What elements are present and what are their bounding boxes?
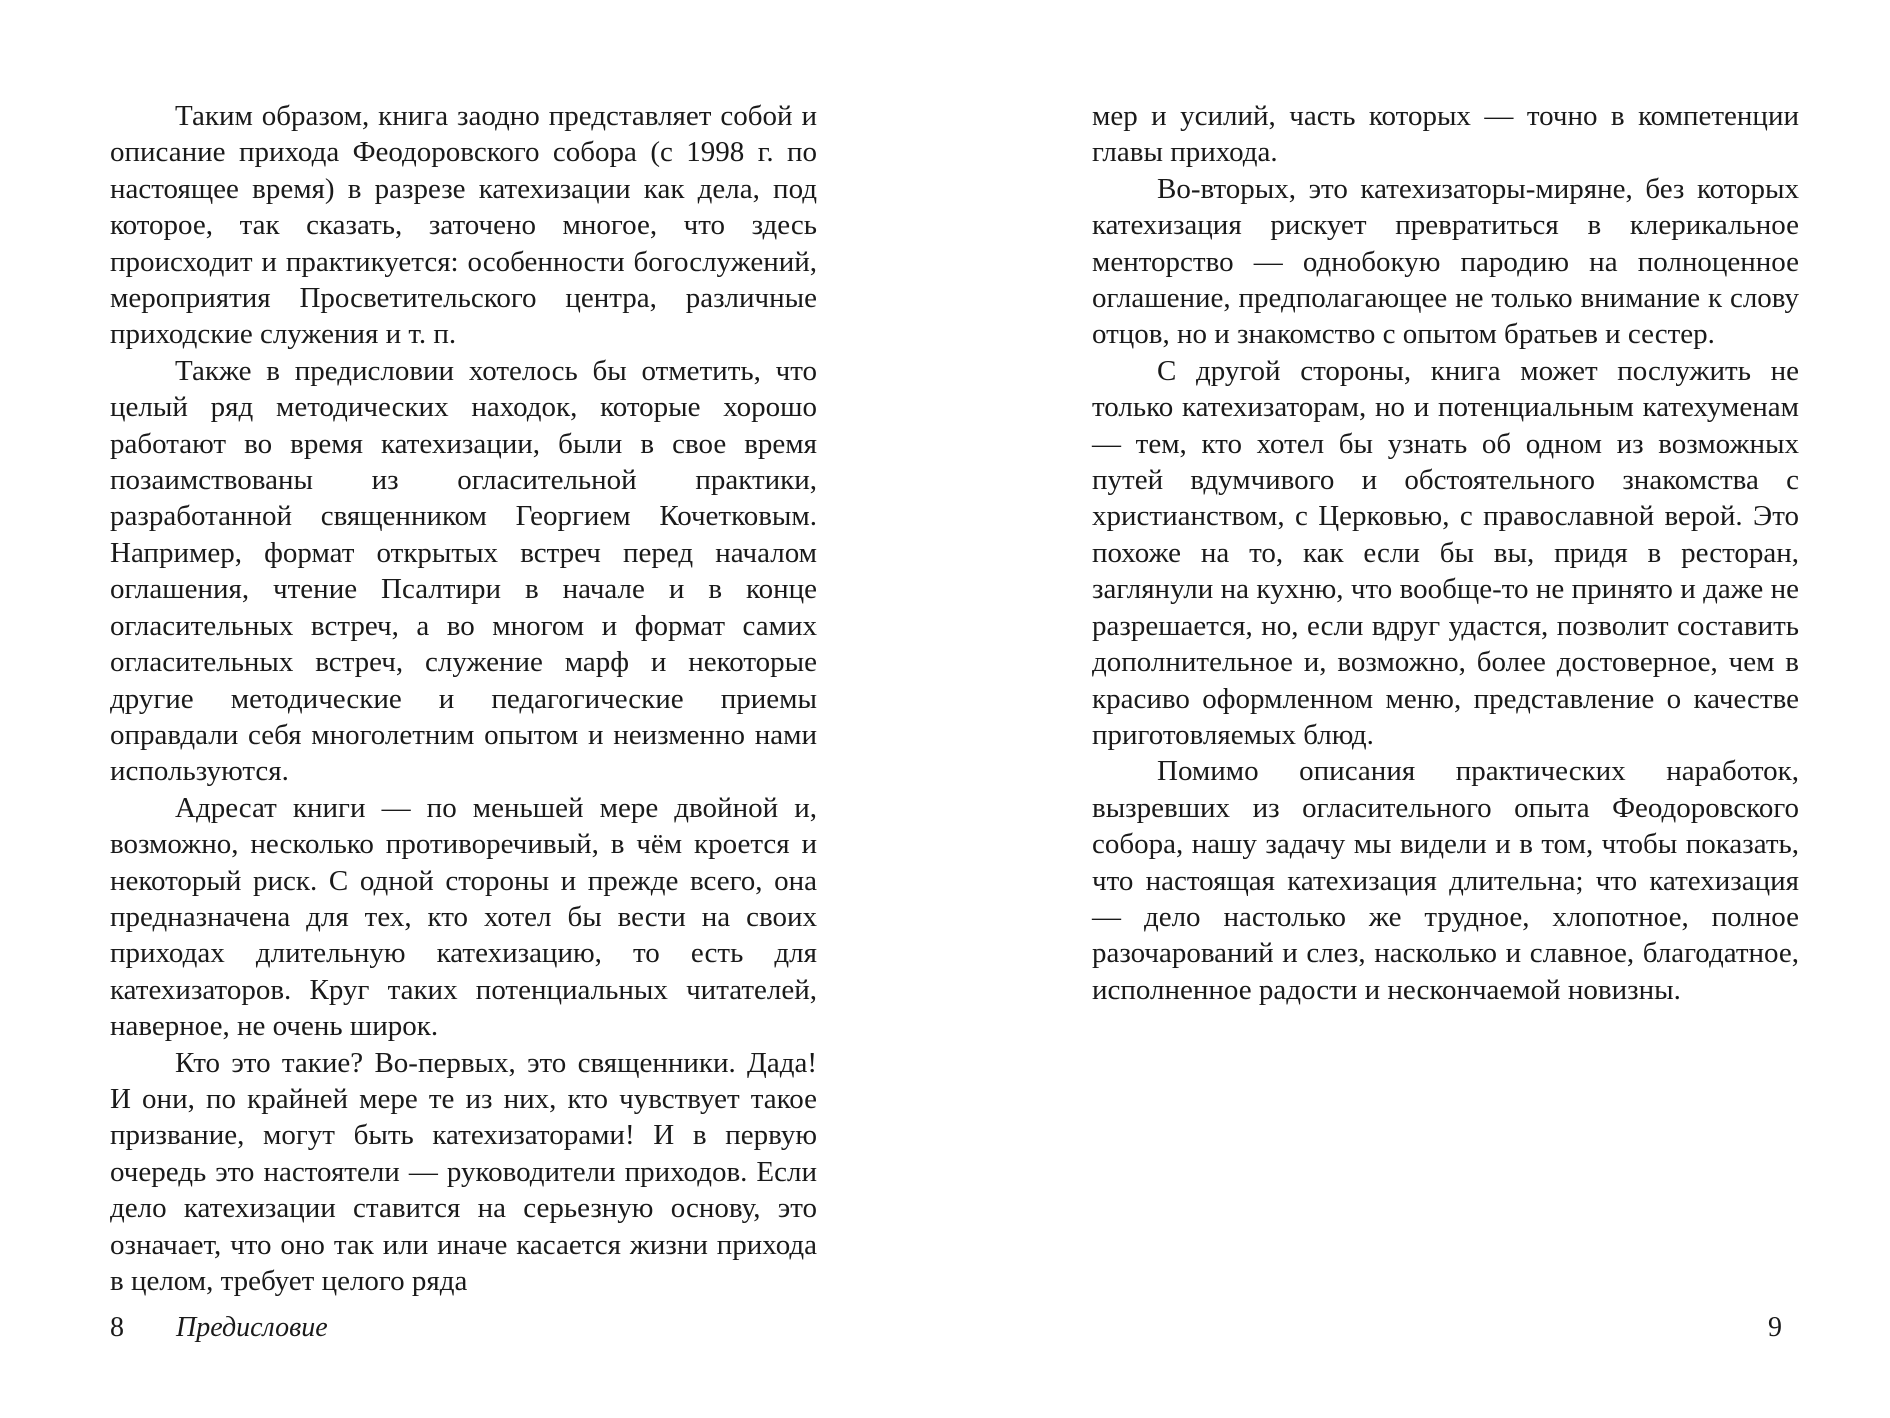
paragraph: Во-вторых, это катехизаторы-миряне, без которых катехизация рискует превратиться в клерикальное менторство — однобокую пародию на полноценное оглашение, предполагающее не только внимание к слову отцов, но и знакомство с опытом братьев и сестер.: [1092, 172, 1799, 351]
running-head: Предисловие: [176, 1312, 328, 1343]
paragraph: С другой стороны, книга может послужить не только катехизаторам, но и потенциальным катехуменам — тем, кто хотел бы узнать об одном из возможных путей вдумчивого и обстоятельного знакомства с христианством, с Церковью, с православной верой. Это похоже на то, как если бы вы, придя в ресторан, заглянули на кухню, что вообще-то не принято и даже не разрешается, но, если вдруг удастся, позволит составить дополнительное и, возможно, более достоверное, чем в красиво оформленном меню, представление о качестве приготовляемых блюд.: [1092, 354, 1799, 751]
right-page: [1092, 98, 1799, 1008]
paragraph: Кто это такие? Во-первых, это священники. Дада! И они, по крайней мере те из них, кто чувствует такое призвание, могут быть катехизаторами! И в первую очередь это настоятели — руководители приходов. Если дело катехизации ставится на серьезную основу, это означает, что оно так или иначе касается жизни прихода в целом, требует целого ряда: [110, 1046, 817, 1297]
page-number-right: 9: [1768, 1312, 1782, 1343]
paragraph: Таким образом, книга заодно представляет собой и описание прихода Феодоровского собора (с 1998 г. по настоящее время) в разрезе катехизации как дела, под которое, так сказать, заточено многое, что здесь происходит и практикуется: особенности богослужений, мероприятия Просветительского центра, различные приходские служения и т. п.: [110, 100, 817, 351]
paragraph-continuation: мер и усилий, часть которых — точно в компетенции главы прихода.: [1092, 100, 1799, 169]
page-number-left: 8: [110, 1312, 124, 1343]
left-page: [110, 98, 817, 1299]
paragraph: Помимо описания практических наработок, вызревших из огласительного опыта Феодоровского собора, нашу задачу мы видели и в том, чтобы показать, что настоящая катехизация длительна; что катехизация — дело настолько же трудное, хлопотное, полное разочарований и слез, насколько и славное, благодатное, исполненное радости и нескончаемой новизны.: [1092, 755, 1799, 1006]
paragraph: Адресат книги — по меньшей мере двойной и, возможно, несколько противоречивый, в чём кроется и некоторый риск. С одной стороны и прежде всего, она предназначена для тех, кто хотел бы вести на своих приходах длительную катехизацию, то есть для катехизаторов. Круг таких потенциальных читателей, наверное, не очень широк.: [110, 791, 817, 1043]
paragraph: Также в предисловии хотелось бы отметить, что целый ряд методических находок, которые хорошо работают во время катехизации, были в свое время позаимствованы из огласительной практики, разработанной священником Георгием Кочетковым. Например, формат открытых встреч перед началом оглашения, чтение Псалтири в начале и в конце огласительных встреч, а во многом и формат самих огласительных встреч, служение марф и некоторые другие методические и педагогические приемы оправдали себя многолетним опытом и неизменно нами используются.: [110, 354, 817, 788]
